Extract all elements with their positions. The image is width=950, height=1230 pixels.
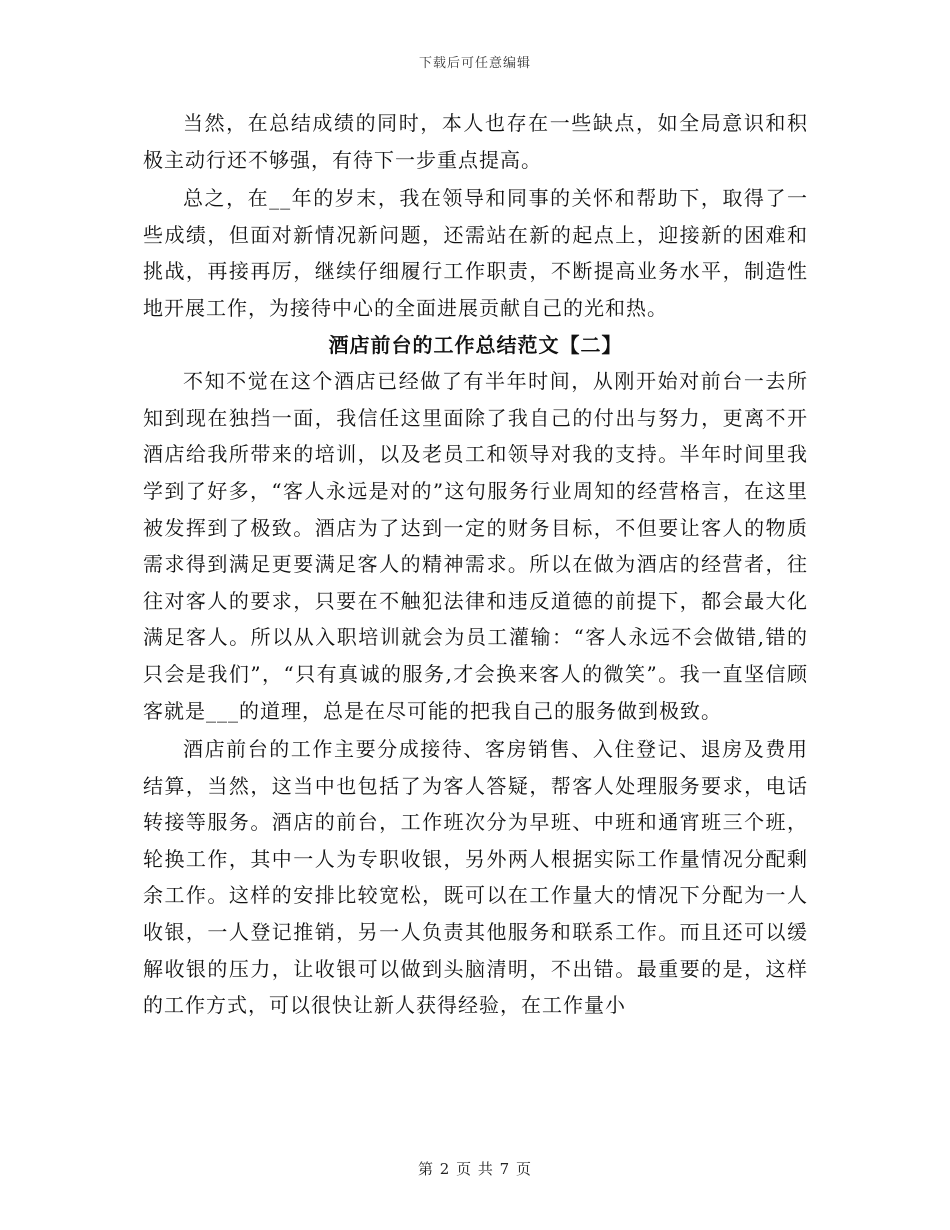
- document-body: [143, 105, 808, 1024]
- page-number: 第 2 页 共 7 页: [418, 1160, 532, 1178]
- header-note: 下载后可任意编辑: [418, 56, 531, 71]
- paragraph: 不知不觉在这个酒店已经做了有半年时间，从刚开始对前台一去所知到现在独挡一面，我信任这里面除了我自己的付出与努力，更离不开酒店给我所带来的培训，以及老员工和领导对我的支持。半年时间里我学到了好多，“客人永远是对的”这句服务行业周知的经营格言，在这里被发挥到了极致。酒店为了达到一定的财务目标，不但要让客人的物质需求得到满足更要满足客人的精神需求。所以在做为酒店的经营者，往往对客人的要求，只要在不触犯法律和违反道德的前提下，都会最大化满足客人。所以从入职培训就会为员工灌输：“客人永远不会做错,错的只会是我们”，“只有真诚的服务,才会换来客人的微笑”。我一直坚信顾客就是___的道理，总是在尽可能的把我自己的服务做到极致。: [143, 369, 808, 723]
- section-title: 酒店前台的工作总结范文【二】: [328, 332, 623, 357]
- paragraph: 酒店前台的工作主要分成接待、客房销售、入住登记、退房及费用结算，当然，这当中也包括了为客人答疑，帮客人处理服务要求，电话转接等服务。酒店的前台，工作班次分为早班、中班和通宵班三个班，轮换工作，其中一人为专职收银，另外两人根据实际工作量情况分配剩余工作。这样的安排比较宽松，既可以在工作量大的情况下分配为一人收银，一人登记推销，另一人负责其他服务和联系工作。而且还可以缓解收银的压力，让收银可以做到头脑清明，不出错。最重要的是，这样的工作方式，可以很快让新人获得经验，在工作量小: [143, 737, 808, 1018]
- paragraph: 总之，在__年的岁末，我在领导和同事的关怀和帮助下，取得了一些成绩，但面对新情况新问题，还需站在新的起点上，迎接新的困难和挑战，再接再厉，继续仔细履行工作职责，不断提高业务水平，制造性地开展工作，为接待中心的全面进展贡献自己的光和热。: [143, 186, 808, 320]
- paragraph: 当然，在总结成绩的同时，本人也存在一些缺点，如全局意识和积极主动行还不够强，有待下一步重点提高。: [143, 111, 808, 172]
